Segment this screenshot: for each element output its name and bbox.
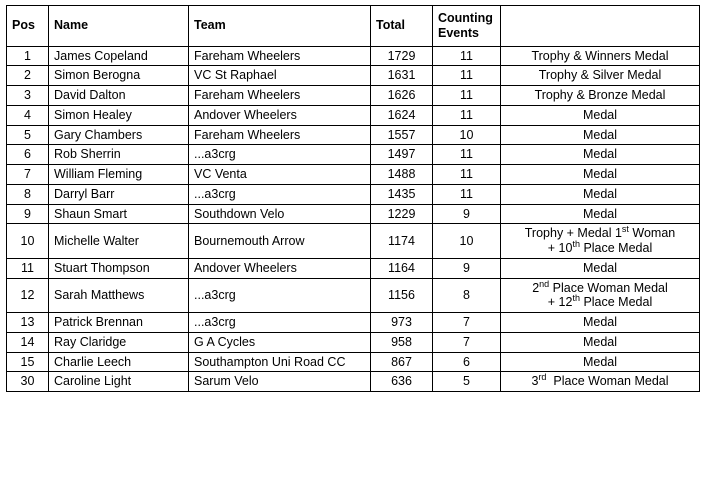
cell-position: 14	[7, 332, 49, 352]
column-header-pos: Pos	[7, 6, 49, 47]
table-body	[7, 46, 700, 392]
table-row	[7, 224, 700, 259]
cell-prize: Trophy + Medal 1st Woman + 10th Place Medal	[501, 224, 700, 259]
cell-position: 9	[7, 204, 49, 224]
cell-team: ...a3crg	[189, 278, 371, 313]
cell-counting-events: 11	[433, 165, 501, 185]
column-header-team: Team	[189, 6, 371, 47]
cell-name: Caroline Light	[49, 372, 189, 392]
cell-position: 6	[7, 145, 49, 165]
table-row	[7, 86, 700, 106]
cell-counting-events: 11	[433, 66, 501, 86]
cell-position: 2	[7, 66, 49, 86]
cell-team: Fareham Wheelers	[189, 125, 371, 145]
cell-total: 1557	[371, 125, 433, 145]
cell-name: Shaun Smart	[49, 204, 189, 224]
cell-team: Andover Wheelers	[189, 258, 371, 278]
cell-team: ...a3crg	[189, 184, 371, 204]
column-header-total: Total	[371, 6, 433, 47]
column-header-name: Name	[49, 6, 189, 47]
results-table	[6, 5, 700, 392]
cell-total: 1156	[371, 278, 433, 313]
cell-position: 1	[7, 46, 49, 66]
cell-prize: Medal	[501, 184, 700, 204]
table-row	[7, 46, 700, 66]
cell-name: Ray Claridge	[49, 332, 189, 352]
cell-position: 7	[7, 165, 49, 185]
cell-prize: Medal	[501, 204, 700, 224]
cell-counting-events: 10	[433, 224, 501, 259]
table-row	[7, 278, 700, 313]
table-row	[7, 313, 700, 333]
column-header-counting-events	[433, 6, 501, 47]
cell-total: 867	[371, 352, 433, 372]
table-row	[7, 352, 700, 372]
counting-events-line-1: Counting	[438, 11, 493, 25]
cell-position: 3	[7, 86, 49, 106]
cell-total: 1488	[371, 165, 433, 185]
cell-name: James Copeland	[49, 46, 189, 66]
cell-team: Southdown Velo	[189, 204, 371, 224]
cell-position: 10	[7, 224, 49, 259]
table-row	[7, 105, 700, 125]
cell-total: 973	[371, 313, 433, 333]
cell-counting-events: 11	[433, 46, 501, 66]
cell-prize: 2nd Place Woman Medal + 12th Place Medal	[501, 278, 700, 313]
cell-name: Gary Chambers	[49, 125, 189, 145]
cell-position: 11	[7, 258, 49, 278]
cell-total: 1631	[371, 66, 433, 86]
cell-total: 1624	[371, 105, 433, 125]
cell-name: Rob Sherrin	[49, 145, 189, 165]
column-header-prize	[501, 6, 700, 47]
cell-position: 4	[7, 105, 49, 125]
table-header-row	[7, 6, 700, 47]
cell-prize: Trophy & Bronze Medal	[501, 86, 700, 106]
cell-counting-events: 10	[433, 125, 501, 145]
cell-total: 636	[371, 372, 433, 392]
table-row	[7, 66, 700, 86]
cell-total: 1435	[371, 184, 433, 204]
cell-counting-events: 9	[433, 258, 501, 278]
cell-total: 1497	[371, 145, 433, 165]
cell-prize: Medal	[501, 105, 700, 125]
cell-counting-events: 6	[433, 352, 501, 372]
cell-prize: Medal	[501, 145, 700, 165]
cell-team: G A Cycles	[189, 332, 371, 352]
table-row	[7, 184, 700, 204]
cell-total: 1164	[371, 258, 433, 278]
cell-counting-events: 11	[433, 105, 501, 125]
cell-team: VC Venta	[189, 165, 371, 185]
cell-prize: Medal	[501, 352, 700, 372]
cell-name: Michelle Walter	[49, 224, 189, 259]
cell-prize: Medal	[501, 332, 700, 352]
table-row	[7, 125, 700, 145]
table-row	[7, 165, 700, 185]
cell-prize: Trophy & Silver Medal	[501, 66, 700, 86]
cell-total: 1626	[371, 86, 433, 106]
cell-position: 30	[7, 372, 49, 392]
cell-position: 12	[7, 278, 49, 313]
table-row	[7, 332, 700, 352]
cell-name: Darryl Barr	[49, 184, 189, 204]
cell-counting-events: 11	[433, 184, 501, 204]
cell-name: Stuart Thompson	[49, 258, 189, 278]
cell-name: Simon Berogna	[49, 66, 189, 86]
cell-counting-events: 11	[433, 145, 501, 165]
cell-prize: 3rd Place Woman Medal	[501, 372, 700, 392]
cell-counting-events: 9	[433, 204, 501, 224]
cell-team: Andover Wheelers	[189, 105, 371, 125]
cell-name: Simon Healey	[49, 105, 189, 125]
table-row	[7, 372, 700, 392]
cell-total: 1174	[371, 224, 433, 259]
cell-name: Charlie Leech	[49, 352, 189, 372]
cell-team: VC St Raphael	[189, 66, 371, 86]
cell-prize: Medal	[501, 125, 700, 145]
cell-team: Fareham Wheelers	[189, 86, 371, 106]
cell-team: Sarum Velo	[189, 372, 371, 392]
cell-total: 958	[371, 332, 433, 352]
cell-position: 8	[7, 184, 49, 204]
cell-team: ...a3crg	[189, 145, 371, 165]
cell-position: 13	[7, 313, 49, 333]
cell-position: 15	[7, 352, 49, 372]
cell-prize: Medal	[501, 313, 700, 333]
cell-team: Southampton Uni Road CC	[189, 352, 371, 372]
cell-prize: Trophy & Winners Medal	[501, 46, 700, 66]
cell-prize: Medal	[501, 258, 700, 278]
cell-team: Fareham Wheelers	[189, 46, 371, 66]
cell-team: ...a3crg	[189, 313, 371, 333]
counting-events-line-2: Events	[438, 25, 479, 40]
cell-counting-events: 5	[433, 372, 501, 392]
table-header	[7, 6, 700, 47]
cell-team: Bournemouth Arrow	[189, 224, 371, 259]
cell-counting-events: 8	[433, 278, 501, 313]
cell-name: David Dalton	[49, 86, 189, 106]
cell-prize: Medal	[501, 165, 700, 185]
cell-name: Sarah Matthews	[49, 278, 189, 313]
table-row	[7, 204, 700, 224]
cell-total: 1229	[371, 204, 433, 224]
cell-name: Patrick Brennan	[49, 313, 189, 333]
table-row	[7, 258, 700, 278]
cell-counting-events: 11	[433, 86, 501, 106]
cell-total: 1729	[371, 46, 433, 66]
cell-counting-events: 7	[433, 332, 501, 352]
cell-counting-events: 7	[433, 313, 501, 333]
cell-name: William Fleming	[49, 165, 189, 185]
table-row	[7, 145, 700, 165]
cell-position: 5	[7, 125, 49, 145]
